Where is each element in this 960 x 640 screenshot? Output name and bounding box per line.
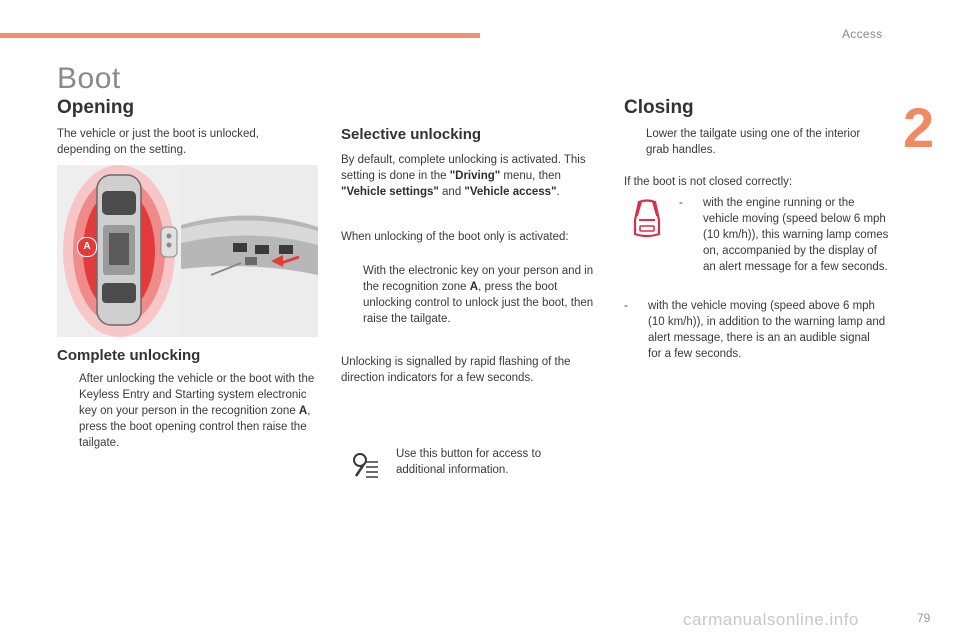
selective-paragraph-2: When unlocking of the boot only is activated: (341, 231, 569, 243)
watermark: carmanualsonline.info (683, 610, 859, 629)
recognition-zone-diagram (57, 165, 181, 337)
boot-open-warning-icon (630, 198, 664, 240)
complete-unlocking-item: After unlocking the vehicle or the boot with the Keyless Entry and Starting system electronic key on your person in the recognition zone A, press the boot opening control then raise the tailgate. (79, 373, 315, 449)
selective-unlocking-heading: Selective unlocking (341, 126, 482, 143)
info-text: Use this button for access to additional information. (396, 448, 542, 476)
opening-intro: The vehicle or just the boot is unlocked, depending on the setting. (57, 128, 260, 156)
closing-dash-item-2: - with the vehicle moving (speed above 6 mph (10 km/h)), in addition to the warning lamp and alert message, there is an an audible signal for a few seconds. (624, 300, 886, 360)
zone-a-marker: A (77, 237, 97, 257)
closing-heading: Closing (624, 97, 694, 118)
header-accent-bar (0, 33, 480, 38)
selective-paragraph-1: By default, complete unlocking is activated. This setting is done in the "Driving" menu, then "Vehicle settings" and "Vehicle access". (341, 154, 586, 198)
opening-heading: Opening (57, 97, 135, 118)
closing-paragraph: If the boot is not closed correctly: (624, 176, 793, 188)
selective-bullet-item: With the electronic key on your person and in the recognition zone A, press the boot unlocking control to unlock just the boot, then raise the tailgate. (363, 265, 594, 325)
boot-control-diagram (181, 165, 318, 337)
section-title: Access (842, 27, 883, 41)
page-title: Boot (57, 62, 121, 95)
closing-bullet-item: Lower the tailgate using one of the interior grab handles. (646, 128, 861, 156)
chapter-number: 2 (903, 96, 935, 159)
complete-unlocking-heading: Complete unlocking (57, 347, 201, 364)
page-number: 79 (917, 611, 931, 625)
selective-paragraph-3: Unlocking is signalled by rapid flashing of the direction indicators for a few seconds. (341, 356, 571, 384)
closing-dash-item-1: - with the engine running or the vehicle moving (speed below 6 mph (10 km/h)), this warning lamp comes on, accompanied by the display of an alert message for a few seconds. (679, 197, 889, 273)
book-magnifier-icon[interactable] (350, 450, 380, 480)
